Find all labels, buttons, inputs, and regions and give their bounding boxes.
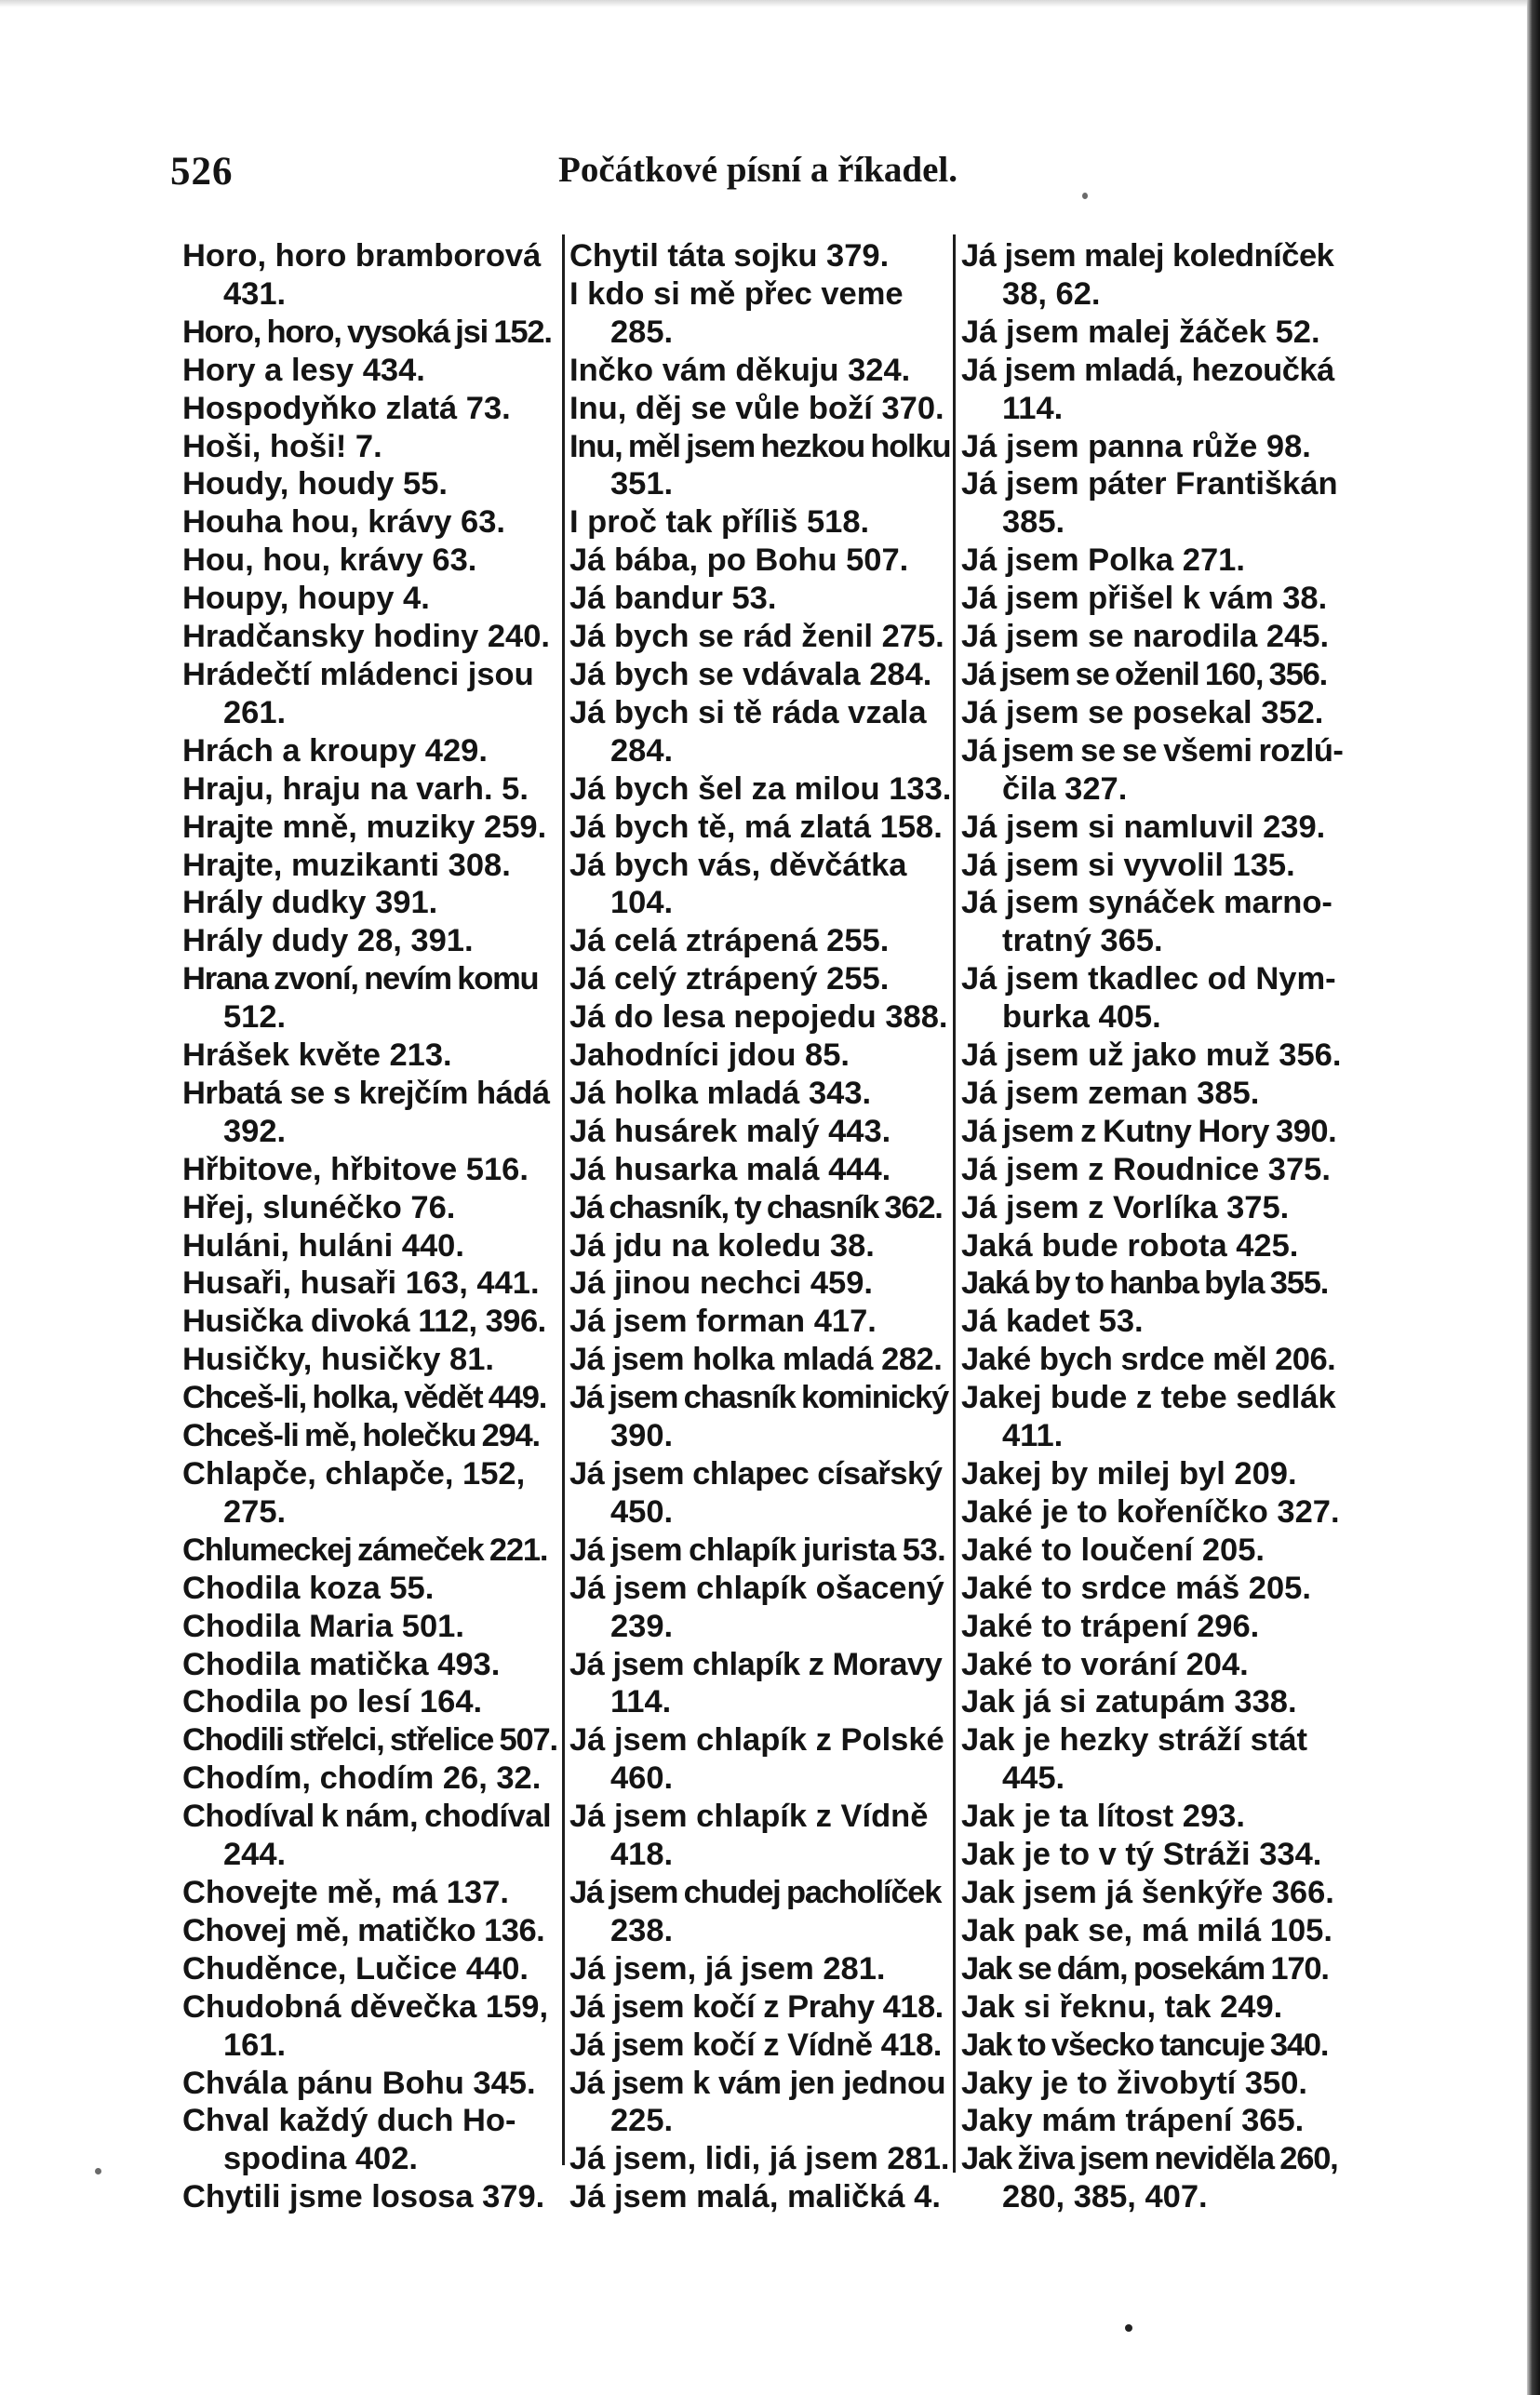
index-entry-continuation: 225.: [610, 2103, 674, 2139]
print-speck: [1125, 2324, 1132, 2332]
index-entry: Já do lesa nepojedu 388.: [569, 999, 948, 1036]
index-entry-continuation: 392.: [223, 1113, 287, 1149]
running-title: Počátkové písní a říkadel.: [558, 150, 958, 190]
index-entry: Já jsem si namluvil 239.: [961, 809, 1326, 845]
index-entry-continuation: 284.: [610, 732, 674, 769]
index-entry: Jaky mám trápení 365.: [961, 2103, 1305, 2139]
index-entry: Já jsem chlapík z Moravy: [569, 1646, 943, 1682]
index-entry-continuation: 431.: [223, 275, 287, 312]
index-entry: Houpy, houpy 4.: [182, 581, 430, 617]
index-entry-continuation: 104.: [610, 885, 674, 921]
index-entry-continuation: burka 405.: [1002, 999, 1161, 1036]
index-entry: Inu, měl jsem hezkou holku: [569, 428, 951, 464]
index-entry: Já celý ztrápený 255.: [569, 961, 890, 997]
index-entry: Hřej, slunéčko 76.: [182, 1189, 456, 1225]
index-entry: Hrádečtí mládenci jsou: [182, 656, 534, 692]
page-number: 526: [170, 150, 234, 194]
index-entry: Chodila koza 55.: [182, 1570, 435, 1606]
index-entry: Já jsem chasník kominický: [569, 1380, 948, 1416]
index-entry-continuation: 275.: [223, 1493, 287, 1530]
index-entry: Já jsem kočí z Prahy 418.: [569, 1988, 944, 2025]
index-entry: Já jsem se se všemi rozlú-: [961, 732, 1344, 769]
index-entry: Houha hou, krávy 63.: [182, 504, 506, 541]
index-entry: Chovejte mě, má 137.: [182, 1874, 509, 1910]
index-entry-continuation: 238.: [610, 1912, 674, 1948]
index-entry: Chytil táta sojku 379.: [569, 238, 890, 274]
index-entry: Já jsem panna růže 98.: [961, 428, 1311, 464]
index-entry: Já kadet 53.: [961, 1304, 1144, 1340]
index-entry: Jaké to loučení 205.: [961, 1532, 1265, 1568]
index-entry: I proč tak příliš 518.: [569, 504, 870, 541]
index-entry-continuation: 390.: [610, 1418, 674, 1454]
index-entry: Já bych tě, má zlatá 158.: [569, 809, 943, 845]
index-entry: Jahodníci jdou 85.: [569, 1037, 850, 1074]
index-entry: Já jsem si vyvolil 135.: [961, 847, 1295, 883]
index-entry: Husaři, husaři 163, 441.: [182, 1265, 540, 1302]
index-entry-continuation: 460.: [610, 1760, 674, 1797]
index-entry: Chytili jsme lososa 379.: [182, 2179, 545, 2215]
index-entry: Husička divoká 112, 396.: [182, 1304, 546, 1340]
index-entry: Hospodyňko zlatá 73.: [182, 390, 511, 426]
index-entry: Já jsem, lidi, já jsem 281.: [569, 2141, 950, 2177]
index-entry: Hrály dudy 28, 391.: [182, 923, 474, 959]
index-entry: Já jsem chlapík z Vídně: [569, 1799, 929, 1835]
index-entry: Chodím, chodím 26, 32.: [182, 1760, 542, 1797]
index-entry: Já jinou nechci 459.: [569, 1265, 873, 1302]
index-entry: Hrbatá se s krejčím hádá: [182, 1075, 550, 1111]
index-entry: Hrášek květe 213.: [182, 1037, 452, 1074]
index-entry: Jaky je to živobytí 350.: [961, 2065, 1308, 2101]
index-column-2: [569, 237, 951, 2216]
index-entry: Já jsem kočí z Vídně 418.: [569, 2027, 942, 2063]
index-entry-continuation: 285.: [610, 314, 674, 350]
index-entry-continuation: spodina 402.: [223, 2141, 418, 2177]
index-entry: Já jsem přišel k vám 38.: [961, 581, 1328, 617]
index-entry: Já jsem forman 417.: [569, 1304, 877, 1340]
index-entry: Chovej mě, matičko 136.: [182, 1912, 545, 1948]
index-entry: Já jsem malá, maličká 4.: [569, 2179, 941, 2215]
index-column-1: [182, 237, 557, 2216]
index-entry-continuation: 244.: [223, 1837, 287, 1873]
index-entry: Hoši, hoši! 7.: [182, 428, 382, 464]
index-entry-continuation: 411.: [1002, 1418, 1064, 1454]
index-entry-continuation: čila 327.: [1002, 770, 1128, 807]
index-entry: Jak to všecko tancuje 340.: [961, 2027, 1329, 2063]
index-entry-continuation: 239.: [610, 1608, 674, 1644]
print-speck: [95, 2168, 101, 2174]
index-entry: Já bych vás, děvčátka: [569, 847, 907, 883]
index-entry: Já holka mladá 343.: [569, 1075, 872, 1111]
index-entry: Hrály dudky 391.: [182, 885, 438, 921]
index-entry-continuation: 280, 385, 407.: [1002, 2179, 1208, 2215]
index-entry: Chvála pánu Bohu 345.: [182, 2065, 536, 2101]
index-entry: Já jsem, já jsem 281.: [569, 1950, 886, 1987]
index-entry: Jaké je to kořeníčko 327.: [961, 1493, 1340, 1530]
index-entry: Chodila Maria 501.: [182, 1608, 464, 1644]
index-entry: Já jsem se oženil 160, 356.: [961, 656, 1327, 692]
index-entry: Já husárek malý 443.: [569, 1113, 891, 1149]
index-entry: Horo, horo bramborová: [182, 238, 542, 274]
index-entry: Já jsem synáček marno-: [961, 885, 1332, 921]
index-entry: Inčko vám děkuju 324.: [569, 352, 911, 388]
index-entry-continuation: 450.: [610, 1493, 674, 1530]
index-entry: Chodila matička 493.: [182, 1646, 501, 1682]
index-entry: Já jsem tkadlec od Nym-: [961, 961, 1336, 997]
index-entry: Já jsem chlapík ošacený: [569, 1570, 944, 1606]
index-entry-continuation: 38, 62.: [1002, 275, 1101, 312]
index-entry: Já jsem k vám jen jednou: [569, 2065, 946, 2101]
index-entry: Hou, hou, krávy 63.: [182, 542, 477, 579]
index-entry: Husičky, husičky 81.: [182, 1342, 494, 1378]
index-entry: Horo, horo, vysoká jsi 152.: [182, 314, 552, 350]
index-entry: Chceš-li mě, holečku 294.: [182, 1418, 540, 1454]
index-entry: Chceš-li, holka, vědět 449.: [182, 1380, 547, 1416]
index-entry: Já celá ztrápená 255.: [569, 923, 890, 959]
index-entry: Já jsem už jako muž 356.: [961, 1037, 1342, 1074]
index-entry-continuation: 261.: [223, 694, 287, 730]
index-entry: Jak si řeknu, tak 249.: [961, 1988, 1283, 2025]
index-entry: Jak je hezky stráží stát: [961, 1722, 1308, 1759]
index-entry: Hrajte, muzikanti 308.: [182, 847, 511, 883]
index-entry: Chudobná děvečka 159,: [182, 1988, 549, 2025]
column-divider-2: [953, 234, 956, 2173]
index-entry: Já jsem chudej pacholíček: [569, 1874, 942, 1910]
index-entry: Já bandur 53.: [569, 581, 777, 617]
index-entry: Já jsem chlapík z Polské: [569, 1722, 944, 1759]
index-entry: Já jsem malej koledníček: [961, 238, 1334, 274]
index-entry: Jak je ta lítost 293.: [961, 1799, 1245, 1835]
index-entry-continuation: 512.: [223, 999, 287, 1036]
index-entry: Hradčansky hodiny 240.: [182, 619, 550, 655]
index-entry: Já jsem zeman 385.: [961, 1075, 1260, 1111]
index-entry: Jak já si zatupám 338.: [961, 1684, 1297, 1720]
index-entry: Chuděnce, Lučice 440.: [182, 1950, 529, 1987]
index-entry-continuation: 114.: [1002, 390, 1064, 426]
index-entry: Já jsem se narodila 245.: [961, 619, 1330, 655]
index-entry: Chval každý duch Ho-: [182, 2103, 516, 2139]
index-entry-continuation: 445.: [1002, 1760, 1065, 1797]
index-entry: Hraju, hraju na varh. 5.: [182, 770, 529, 807]
index-entry: Hřbitove, hřbitove 516.: [182, 1151, 529, 1187]
index-entry: Inu, děj se vůle boží 370.: [569, 390, 944, 426]
index-entry: Já jsem z Kutny Hory 390.: [961, 1113, 1337, 1149]
index-entry: Chodili střelci, střelice 507.: [182, 1722, 557, 1759]
index-entry: Já bych šel za milou 133.: [569, 770, 952, 807]
page-top-shadow: [0, 0, 1527, 7]
index-entry: Chlapče, chlapče, 152,: [182, 1456, 526, 1492]
index-entry: Jaké to trápení 296.: [961, 1608, 1260, 1644]
index-entry: Já jsem páter Františkán: [961, 466, 1338, 502]
index-entry: Já jdu na koledu 38.: [569, 1227, 875, 1264]
index-entry: Jakej by milej byl 209.: [961, 1456, 1297, 1492]
index-entry: Já bych si tě ráda vzala: [569, 694, 927, 730]
index-entry: Já husarka malá 444.: [569, 1151, 891, 1187]
index-entry: Já jsem chlapík jurista 53.: [569, 1532, 946, 1568]
index-entry-continuation: 114.: [610, 1684, 672, 1720]
index-entry: Jaké bych srdce měl 206.: [961, 1342, 1336, 1378]
index-entry: Já bába, po Bohu 507.: [569, 542, 909, 579]
index-entry: Jak živa jsem neviděla 260,: [961, 2141, 1338, 2177]
index-entry: Jakej bude z tebe sedlák: [961, 1380, 1336, 1416]
index-entry-continuation: 385.: [1002, 504, 1065, 541]
index-entry: I kdo si mě přec veme: [569, 275, 904, 312]
index-entry: Já jsem malej žáček 52.: [961, 314, 1320, 350]
index-column-3: [961, 237, 1343, 2216]
index-entry-continuation: 351.: [610, 466, 674, 502]
index-entry: Jak je to v tý Stráži 334.: [961, 1837, 1322, 1873]
index-entry: Já jsem z Roudnice 375.: [961, 1151, 1331, 1187]
index-entry: Já jsem Polka 271.: [961, 542, 1245, 579]
index-entry: Hrách a kroupy 429.: [182, 732, 488, 769]
index-entry: Hory a lesy 434.: [182, 352, 425, 388]
index-entry: Chodíval k nám, chodíval: [182, 1799, 552, 1835]
index-entry-continuation: 161.: [223, 2027, 287, 2063]
index-entry: Jaká by to hanba byla 355.: [961, 1265, 1329, 1302]
column-divider-1: [562, 234, 565, 2165]
index-entry: Já bych se vdávala 284.: [569, 656, 932, 692]
index-entry: Hrana zvoní, nevím komu: [182, 961, 539, 997]
index-entry: Já jsem holka mladá 282.: [569, 1342, 943, 1378]
index-entry: Jaké to vorání 204.: [961, 1646, 1249, 1682]
index-entry-continuation: tratný 365.: [1002, 923, 1163, 959]
index-entry: Huláni, huláni 440.: [182, 1227, 464, 1264]
index-entry: Já jsem chlapec císařský: [569, 1456, 943, 1492]
index-entry: Chlumeckej zámeček 221.: [182, 1532, 548, 1568]
index-entry: Já jsem se posekal 352.: [961, 694, 1324, 730]
index-entry: Jaké to srdce máš 205.: [961, 1570, 1311, 1606]
index-entry: Jaká bude robota 425.: [961, 1227, 1299, 1264]
index-entry: Já jsem mladá, hezoučká: [961, 352, 1334, 388]
index-entry: Já chasník, ty chasník 362.: [569, 1189, 943, 1225]
page-binding-edge: [1527, 0, 1540, 2395]
index-entry: Jak se dám, posekám 170.: [961, 1950, 1329, 1987]
index-entry: Chodila po lesí 164.: [182, 1684, 483, 1720]
index-entry: Já jsem z Vorlíka 375.: [961, 1189, 1290, 1225]
index-entry: Jak jsem já šenkýře 366.: [961, 1874, 1334, 1910]
print-speck: [1082, 193, 1088, 199]
index-entry-continuation: 418.: [610, 1837, 674, 1873]
index-entry: Já bych se rád ženil 275.: [569, 619, 944, 655]
index-entry: Jak pak se, má milá 105.: [961, 1912, 1332, 1948]
index-entry: Hrajte mně, muziky 259.: [182, 809, 547, 845]
index-entry: Houdy, houdy 55.: [182, 466, 448, 502]
